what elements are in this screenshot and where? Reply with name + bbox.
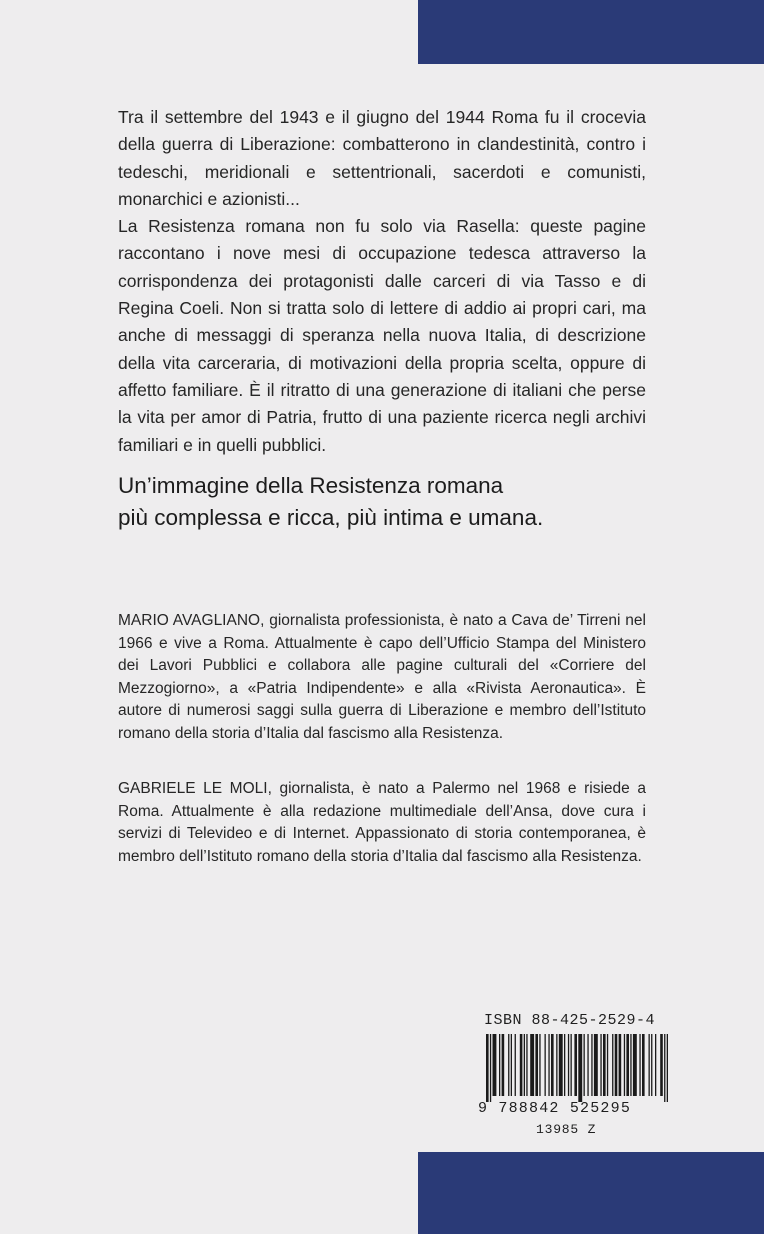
barcode-bar <box>559 1034 563 1096</box>
barcode-bar <box>502 1034 505 1096</box>
barcode-bar <box>651 1034 652 1096</box>
barcode-bar <box>556 1034 557 1096</box>
barcode-bar <box>548 1034 549 1096</box>
barcode-bar <box>520 1034 523 1096</box>
barcode-bar <box>639 1034 640 1096</box>
barcode-bar <box>515 1034 516 1096</box>
barcode-bar <box>526 1034 527 1096</box>
barcode-bar <box>642 1034 645 1096</box>
barcode-bar <box>633 1034 637 1096</box>
barcode-bar <box>615 1034 618 1096</box>
isbn-label: ISBN 88-425-2529-4 <box>484 1012 656 1029</box>
barcode-bar <box>612 1034 613 1096</box>
barcode-bar <box>630 1034 631 1096</box>
price-code: 13985 Z <box>536 1122 597 1137</box>
barcode-bar <box>511 1034 512 1096</box>
tagline-line-2: più complessa e ricca, più intima e umana. <box>118 505 544 530</box>
tagline <box>118 470 678 534</box>
author-bio-le-moli: GABRIELE LE MOLI, giornalista, è nato a Palermo nel 1968 e risiede a Roma. Attualmente è alla redazione multimediale dell’Ansa, dove cura i servizi di Televideo e di Internet. Appassionato di storia contemporanea, è membro dell’Istituto romano della storia d’Italia dal fascismo alla Resistenza. <box>118 780 646 865</box>
barcode-bar <box>626 1034 629 1096</box>
barcode-bar <box>607 1034 608 1096</box>
barcode-bar <box>551 1034 554 1096</box>
barcode-bar <box>578 1034 582 1102</box>
barcode-bar <box>486 1034 489 1102</box>
barcode-bar <box>664 1034 665 1102</box>
barcode-bar <box>667 1034 668 1102</box>
top-color-band <box>418 0 764 64</box>
author-bio-avagliano: MARIO AVAGLIANO, giornalista professionista, è nato a Cava de’ Tirreni nel 1966 e vive a Roma. Attualmente è capo dell’Ufficio Stampa del Ministero dei Lavori Pubblici e collabora alle pagine culturali del «Corriere del Mezzogiorno», a «Patria Indipendente» e alla «Rivista Aeronautica». È autore di numerosi saggi sulla guerra di Liberazione e membro dell’Istituto romano della storia d’Italia dal fascismo alla Resistenza. <box>118 612 646 742</box>
ean-barcode <box>484 1034 674 1102</box>
barcode-bar <box>568 1034 569 1096</box>
barcode-bar <box>535 1034 538 1096</box>
barcode-bar <box>499 1034 500 1096</box>
barcode-bar <box>493 1034 497 1096</box>
barcode-bar <box>600 1034 601 1096</box>
barcode-bar <box>574 1034 577 1096</box>
barcode-bar <box>539 1034 540 1096</box>
barcode-bar <box>524 1034 525 1096</box>
barcode-bar <box>530 1034 534 1096</box>
barcode-bar <box>649 1034 650 1096</box>
blurb-text <box>118 104 646 459</box>
barcode-bar <box>490 1034 491 1102</box>
tagline-line-1: Un’immagine della Resistenza romana <box>118 473 504 498</box>
blurb-paragraph-2: La Resistenza romana non fu solo via Rasella: queste pagine raccontano i nove mesi di occupazione tedesca attraverso la corrispondenza dei protagonisti dalle carceri di via Tasso e di Regina Coeli. Non si tratta solo di lettere di addio ai propri cari, ma anche di messaggi di speranza nella nuova Italia, di descrizione della vita carceraria, di motivazioni della propria scelta, oppure di affetto familiare. È il ritratto di una generazione di italiani che perse la vita per amor di Patria, frutto di una paziente ricerca negli archivi familiari e in quelli pubblici. <box>118 216 646 455</box>
barcode-bar <box>545 1034 546 1096</box>
barcode-bar <box>571 1034 572 1096</box>
bottom-color-band <box>418 1152 764 1234</box>
barcode-bar <box>584 1034 585 1096</box>
barcode-bar <box>587 1034 588 1096</box>
barcode-bar <box>508 1034 509 1096</box>
barcode-bar <box>591 1034 592 1096</box>
barcode-bar <box>655 1034 656 1096</box>
barcode-bar <box>594 1034 598 1096</box>
barcode-bar <box>660 1034 663 1096</box>
barcode-bar <box>564 1034 565 1096</box>
barcode-bar <box>619 1034 622 1096</box>
blurb-paragraph-1: Tra il settembre del 1943 e il giugno del 1944 Roma fu il crocevia della guerra di Liberazione: combatterono in clandestinità, contro i tedeschi, meridionali e settentrionali, sacerdoti e comunisti, monarchici e azionisti... <box>118 107 646 209</box>
barcode-bar <box>603 1034 606 1096</box>
barcode-bar <box>624 1034 625 1096</box>
ean-digits: 9 788842 525295 <box>478 1100 632 1117</box>
